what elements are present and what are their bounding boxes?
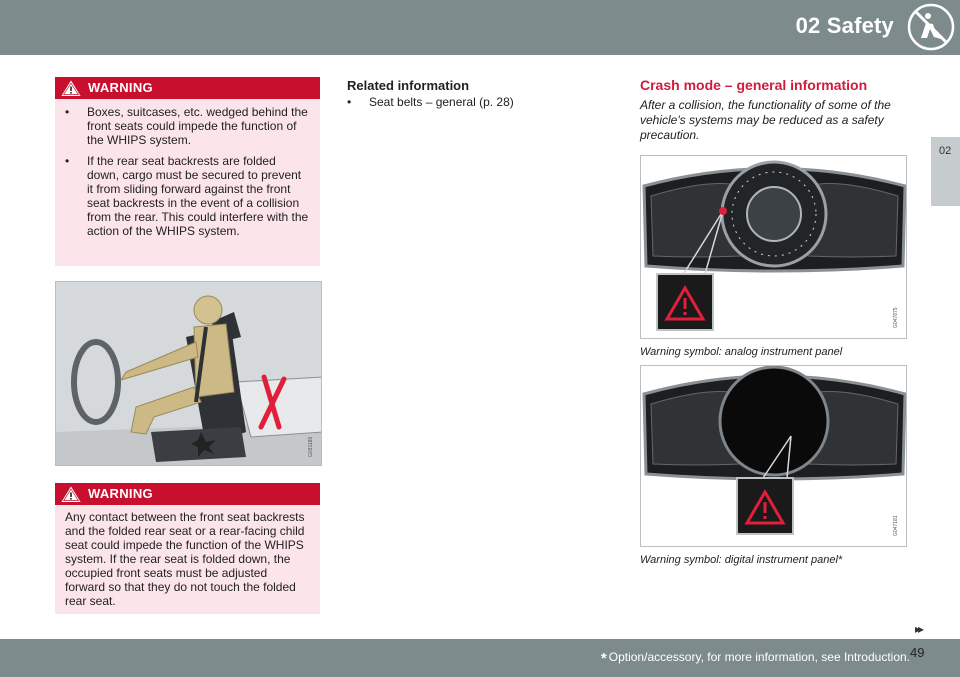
figure-caption-digital: Warning symbol: digital instrument panel* (640, 554, 843, 566)
crash-dummy-illustration (56, 282, 322, 466)
analog-instrument-panel-illustration (641, 156, 907, 339)
warning-item: • If the rear seat backrests are folded down, cargo must be secured to prevent it from sliding forward against the front seat backrests in the event of a collision from the rear. This could interfere with the action of the WHIPS system. (65, 154, 310, 238)
crash-mode-intro: After a collision, the functionality of some of the vehicle's systems may be reduced as a safety precaution. (640, 98, 891, 142)
footer-note (601, 650, 910, 667)
bullet: • (347, 95, 352, 109)
figure-caption-analog: Warning symbol: analog instrument panel (640, 346, 843, 358)
warning-header (55, 77, 320, 99)
warning-triangle-icon (59, 484, 83, 504)
warning-title: WARNING (88, 80, 153, 95)
figure-code: G047875 (893, 307, 899, 328)
warning-box-whips-contact (55, 483, 320, 614)
related-link-label: Seat belts – general (p. 28) (369, 95, 514, 109)
warning-box-whips-cargo (55, 77, 320, 266)
warning-item: • Boxes, suitcases, etc. wedged behind the front seats could impede the function of the WHIPS system. (65, 105, 310, 147)
chapter-tab-label: 02 (939, 145, 952, 157)
figure-code: G047181 (893, 515, 899, 536)
digital-instrument-panel-illustration (641, 366, 907, 547)
warning-header (55, 483, 320, 505)
warning-text: Any contact between the front seat backrests and the folded rear seat or a rear-facing child seat could impede the function of the WHIPS system. If the rear seat is folded down, the occupied front seats must be adjusted forward so that they do not touch the folded rear seat. (65, 510, 305, 608)
no-airbag-icon (906, 2, 956, 52)
page-title: 02 Safety (795, 13, 894, 38)
warning-triangle-icon (59, 78, 83, 98)
crash-mode-heading: Crash mode – general information (640, 77, 868, 93)
related-heading: Related information (347, 78, 470, 93)
figure-whips-seat (55, 281, 322, 466)
figure-code: G031189 (308, 436, 314, 457)
footer-note-text: Option/accessory, for more information, see Introduction. (608, 650, 910, 664)
figure-analog-panel (640, 155, 907, 339)
figure-digital-panel (640, 365, 907, 547)
page-number: 49 (910, 645, 925, 660)
warning-title: WARNING (88, 486, 153, 501)
next-page-arrows-icon[interactable]: ▸▸ (915, 622, 922, 636)
footer-star: * (600, 650, 607, 667)
related-link-seat-belts[interactable] (347, 95, 514, 109)
